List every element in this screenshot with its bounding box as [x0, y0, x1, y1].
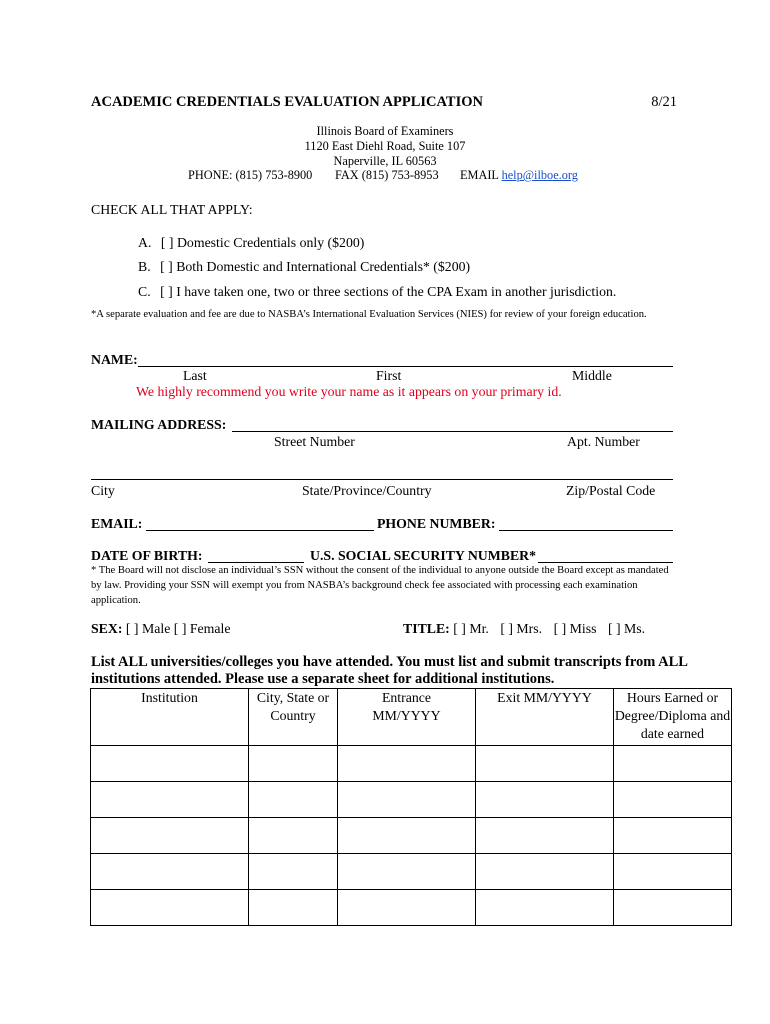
board-street: 1120 East Diehl Road, Suite 107 [304, 139, 466, 153]
hours-degree-cell[interactable] [614, 782, 732, 818]
col-exit: Exit MM/YYYY [476, 689, 614, 746]
institution-cell[interactable] [91, 818, 249, 854]
institution-cell[interactable] [91, 890, 249, 926]
name-middle-caption: Middle [572, 368, 612, 383]
option-letter: A. [138, 235, 152, 250]
dob-label: DATE OF BIRTH: [91, 548, 203, 563]
exit-cell[interactable] [476, 854, 614, 890]
institutions-table [90, 688, 732, 926]
option-checkbox[interactable]: [ ] [160, 259, 173, 274]
sex-female-option[interactable]: [ ] Female [173, 621, 231, 636]
board-fax: FAX (815) 753-8953 [335, 168, 439, 182]
form-title: ACADEMIC CREDENTIALS EVALUATION APPLICATION [91, 94, 483, 110]
name-first-caption: First [376, 368, 402, 383]
email-label: EMAIL: [91, 516, 143, 531]
street-caption: Street Number [274, 434, 355, 449]
title-label: TITLE: [403, 621, 450, 636]
exit-cell[interactable] [476, 890, 614, 926]
entrance-cell[interactable] [338, 854, 476, 890]
institution-cell[interactable] [91, 782, 249, 818]
board-city: Naperville, IL 60563 [333, 154, 437, 168]
institutions-header-row [91, 689, 732, 746]
option-letter: C. [138, 284, 151, 299]
option-letter: B. [138, 259, 151, 274]
name-last-caption: Last [183, 368, 207, 383]
ssn-disclosure-note: * The Board will not disclose an individual’s SSN without the consent of the individual to anyone outside the Board except as mandated by law. Providing your SSN will exempt you from NASBA’s background check fee associated with processing each examination application. [91, 565, 669, 606]
option-text: I have taken one, two or three sections of the CPA Exam in another jurisdiction. [176, 284, 617, 299]
institution-cell[interactable] [91, 854, 249, 890]
title-mr-option[interactable]: [ ] Mr. [453, 621, 489, 636]
col-institution: Institution [91, 689, 249, 746]
name-input-line[interactable] [138, 366, 673, 367]
ssn-label: U.S. SOCIAL SECURITY NUMBER* [310, 548, 537, 563]
name-recommendation: We highly recommend you write your name as it appears on your primary id. [136, 384, 562, 399]
hours-degree-cell[interactable] [614, 746, 732, 782]
mailing-address-label: MAILING ADDRESS: [91, 417, 227, 432]
entrance-cell[interactable] [338, 782, 476, 818]
table-row [91, 854, 732, 890]
location-cell[interactable] [249, 782, 338, 818]
col-hours-degree: Hours Earned or Degree/Diploma and date earned [614, 689, 732, 746]
table-row [91, 890, 732, 926]
institutions-heading: List ALL universities/colleges you have attended. You must list and submit transcripts from ALL institutions attended. Please use a separate sheet for additional institutions. [91, 654, 688, 687]
title-miss-option[interactable]: [ ] Miss [553, 621, 597, 636]
option-b[interactable] [138, 259, 470, 275]
location-cell[interactable] [249, 890, 338, 926]
title-field [403, 621, 645, 637]
col-entrance: Entrance MM/YYYY [338, 689, 476, 746]
sex-field [91, 621, 230, 637]
option-text: Domestic Credentials only ($200) [176, 235, 365, 250]
institution-cell[interactable] [91, 746, 249, 782]
hours-degree-cell[interactable] [614, 890, 732, 926]
location-cell[interactable] [249, 746, 338, 782]
exit-cell[interactable] [476, 782, 614, 818]
title-ms-option[interactable]: [ ] Ms. [607, 621, 646, 636]
zip-caption: Zip/Postal Code [566, 483, 656, 498]
foreign-education-footnote: *A separate evaluation and fee are due to NASBA’s International Evaluation Services (NIES) for review of your foreign education. [91, 309, 647, 320]
phone-input-line[interactable] [499, 530, 673, 531]
option-checkbox[interactable]: [ ] [160, 235, 174, 250]
entrance-cell[interactable] [338, 890, 476, 926]
board-email-label: EMAIL [460, 168, 499, 182]
apt-caption: Apt. Number [567, 434, 640, 449]
street-input-line[interactable] [232, 431, 673, 432]
option-text: Both Domestic and International Credentials* ($200) [176, 259, 471, 274]
exit-cell[interactable] [476, 818, 614, 854]
table-row [91, 818, 732, 854]
sex-male-option[interactable]: [ ] Male [125, 621, 171, 636]
check-all-label: CHECK ALL THAT APPLY: [91, 202, 253, 217]
city-input-line[interactable] [91, 479, 673, 480]
sex-label: SEX: [91, 621, 123, 636]
option-checkbox[interactable]: [ ] [160, 284, 173, 299]
board-email-link[interactable]: help@ilboe.org [501, 168, 578, 182]
option-a[interactable] [138, 235, 364, 251]
entrance-cell[interactable] [338, 746, 476, 782]
col-location: City, State or Country [249, 689, 338, 746]
table-row [91, 782, 732, 818]
city-caption: City [91, 483, 115, 498]
name-label: NAME: [91, 352, 138, 367]
form-revision-date: 8/21 [651, 94, 677, 110]
board-email [460, 168, 578, 183]
location-cell[interactable] [249, 818, 338, 854]
option-c[interactable] [138, 284, 616, 300]
hours-degree-cell[interactable] [614, 854, 732, 890]
location-cell[interactable] [249, 854, 338, 890]
board-phone: PHONE: (815) 753-8900 [188, 168, 313, 182]
table-row [91, 746, 732, 782]
phone-label: PHONE NUMBER: [377, 516, 496, 531]
entrance-cell[interactable] [338, 818, 476, 854]
exit-cell[interactable] [476, 746, 614, 782]
title-mrs-option[interactable]: [ ] Mrs. [500, 621, 543, 636]
hours-degree-cell[interactable] [614, 818, 732, 854]
state-caption: State/Province/Country [302, 483, 432, 498]
board-name: Illinois Board of Examiners [316, 124, 454, 138]
email-input-line[interactable] [146, 530, 374, 531]
